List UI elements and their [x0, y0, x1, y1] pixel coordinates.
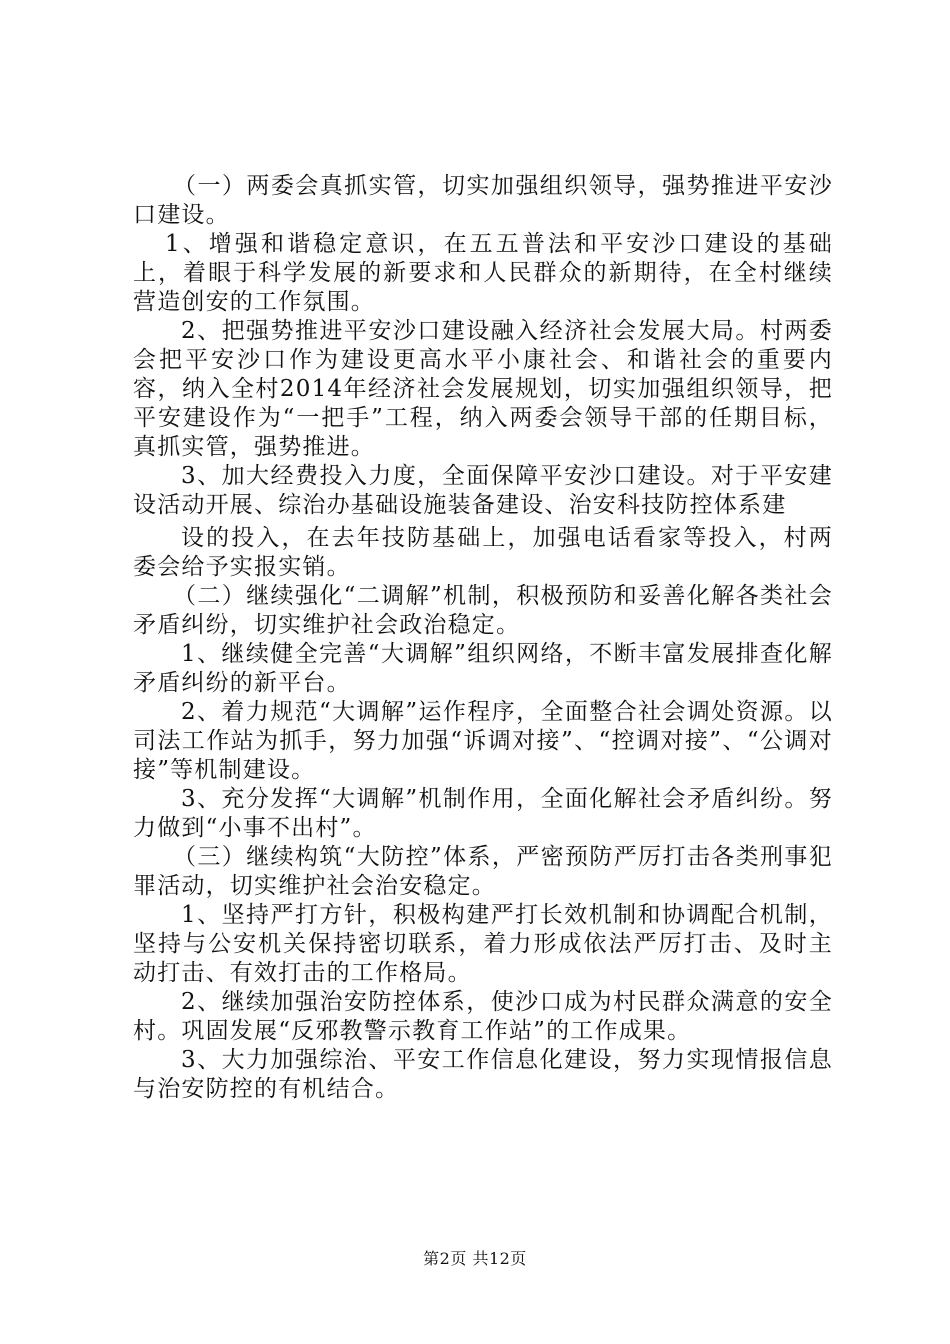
paragraph: 1、继续健全完善“大调解”组织网络，不断丰富发展排查化解矛盾纠纷的新平台。: [133, 641, 833, 696]
section-heading-1: （一）两委会真抓实管，切实加强组织领导，强势推进平安沙口建设。: [133, 173, 833, 228]
paragraph: 设的投入，在去年技防基础上，加强电话看家等投入，村两委会给予实报实销。: [133, 525, 833, 580]
paragraph: 2、继续加强治安防控体系，使沙口成为村民群众满意的安全村。巩固发展“反邪教警示教育工作站”的工作成果。: [133, 989, 833, 1044]
paragraph: 2、着力规范“大调解”运作程序，全面整合社会调处资源。以司法工作站为抓手，努力加强“诉调对接”、“控调对接”、“公调对接”等机制建设。: [133, 699, 833, 783]
document-body: [133, 172, 833, 1104]
paragraph: 1、坚持严打方针，积极构建严打长效机制和协调配合机制，坚持与公安机关保持密切联系，着力形成依法严厉打击、及时主动打击、有效打击的工作格局。: [133, 902, 833, 986]
paragraph: 3、加大经费投入力度，全面保障平安沙口建设。对于平安建设活动开展、综治办基础设施装备建设、治安科技防控体系建: [133, 463, 833, 518]
paragraph: 2、把强势推进平安沙口建设融入经济社会发展大局。村两委会把平安沙口作为建设更高水平小康社会、和谐社会的重要内容，纳入全村2014年经济社会发展规划，切实加强组织领导，把平安建设作为“一把手”工程，纳入两委会领导干部的任期目标，真抓实管，强势推进。: [133, 318, 833, 460]
paragraph: 3、大力加强综治、平安工作信息化建设，努力实现情报信息与治安防控的有机结合。: [133, 1047, 833, 1102]
section-heading-3: （三）继续构筑“大防控”体系，严密预防严厉打击各类刑事犯罪活动，切实维护社会治安稳定。: [133, 844, 833, 899]
paragraph: 1、增强和谐稳定意识，在五五普法和平安沙口建设的基础上，着眼于科学发展的新要求和人民群众的新期待，在全村继续营造创安的工作氛围。: [133, 231, 833, 315]
section-heading-2: （二）继续强化“二调解”机制，积极预防和妥善化解各类社会矛盾纠纷，切实维护社会政治稳定。: [133, 583, 833, 638]
paragraph: 3、充分发挥“大调解”机制作用，全面化解社会矛盾纠纷。努力做到“小事不出村”。: [133, 786, 833, 841]
page-number: 第2页 共12页: [423, 1249, 527, 1268]
